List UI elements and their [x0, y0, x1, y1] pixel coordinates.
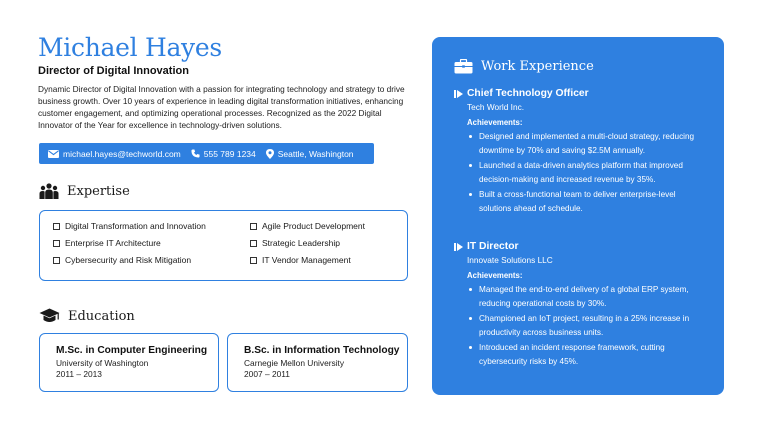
list-item: Designed and implemented a multi-cloud strategy, reducing downtime by 70% and saving $2.5M annually.	[467, 130, 707, 158]
phone-icon	[191, 149, 200, 158]
list-item: Built a cross-functional team to deliver enterprise-level solutions ahead of schedule.	[467, 188, 707, 216]
location-text: Seattle, Washington	[277, 148, 354, 159]
graduation-cap-icon	[39, 308, 60, 324]
checkbox-icon	[53, 223, 60, 230]
expertise-label: Digital Transformation and Innovation	[65, 221, 206, 231]
expertise-panel	[39, 210, 408, 281]
expertise-label: IT Vendor Management	[262, 255, 351, 265]
expertise-item	[250, 255, 410, 265]
job-title-row	[454, 88, 712, 99]
job-title-row	[454, 241, 712, 252]
expertise-label: Enterprise IT Architecture	[65, 238, 161, 248]
checkbox-icon	[250, 257, 257, 264]
education-years: 2011 – 2013	[56, 369, 102, 379]
company-name: Innovate Solutions LLC	[467, 255, 553, 265]
education-years: 2007 – 2011	[244, 369, 290, 379]
phone-text: 555 789 1234	[203, 148, 256, 159]
candidate-name: Michael Hayes	[38, 33, 222, 62]
company-name: Tech World Inc.	[467, 102, 525, 112]
list-item: Championed an IoT project, resulting in a 25% increase in productivity across business units.	[467, 312, 707, 340]
contact-email[interactable]	[48, 149, 181, 159]
expertise-item	[53, 238, 250, 248]
work-experience-panel	[432, 37, 724, 395]
job-title: Chief Technology Officer	[467, 88, 589, 99]
achievements-label: Achievements:	[467, 271, 523, 280]
achievements-label: Achievements:	[467, 118, 523, 127]
job-role: Director of Digital Innovation	[38, 65, 189, 77]
expertise-label: Agile Product Development	[262, 221, 366, 231]
job-entry	[467, 241, 712, 370]
education-card	[227, 333, 408, 392]
list-item: Managed the end-to-end delivery of a global ERP system, reducing operational costs by 30%.	[467, 283, 707, 311]
checkbox-icon	[53, 257, 60, 264]
envelope-icon	[48, 150, 59, 158]
checkbox-icon	[250, 240, 257, 247]
expertise-label: Strategic Leadership	[262, 238, 340, 248]
achievements-list	[467, 283, 712, 369]
arrow-bullet-icon	[454, 243, 463, 251]
work-title: Work Experience	[481, 59, 594, 74]
education-title: Education	[68, 308, 135, 324]
briefcase-icon	[454, 59, 473, 74]
expertise-item	[53, 221, 250, 231]
contact-phone[interactable]	[191, 149, 256, 159]
list-item: Launched a data-driven analytics platform that improved decision-making and increased revenue by 35%.	[467, 159, 707, 187]
school-name: Carnegie Mellon University	[244, 358, 345, 368]
school-name: University of Washington	[56, 358, 149, 368]
degree-title: M.Sc. in Computer Engineering	[56, 345, 208, 356]
education-heading	[39, 308, 135, 324]
expertise-item	[250, 221, 410, 231]
expertise-heading	[39, 183, 130, 200]
checkbox-icon	[53, 240, 60, 247]
profile-summary: Dynamic Director of Digital Innovation with a passion for integrating technology and strategy to drive business growth. Over 10 years of experience in leading digital transformation initiatives, enhancing customer engagement, and optimizing operational processes. Recognized as the 2022 Digital Innovator of the Year for excellence in technology-driven solutions.	[38, 84, 405, 130]
education-card	[39, 333, 219, 392]
job-entry	[467, 88, 712, 217]
job-title: IT Director	[467, 241, 519, 252]
achievements-list	[467, 130, 712, 216]
list-item: Introduced an incident response framework, cutting cybersecurity risks by 45%.	[467, 341, 707, 369]
email-text: michael.hayes@techworld.com	[63, 148, 181, 159]
location-pin-icon	[266, 149, 274, 159]
contact-bar	[39, 143, 374, 164]
expertise-item	[53, 255, 250, 265]
contact-location	[266, 149, 354, 159]
expertise-item	[250, 238, 410, 248]
checkbox-icon	[250, 223, 257, 230]
degree-title: B.Sc. in Information Technology	[244, 345, 400, 356]
work-heading	[454, 59, 594, 74]
expertise-label: Cybersecurity and Risk Mitigation	[65, 255, 192, 265]
expertise-title: Expertise	[67, 184, 130, 199]
team-icon	[39, 183, 59, 200]
arrow-bullet-icon	[454, 90, 463, 98]
